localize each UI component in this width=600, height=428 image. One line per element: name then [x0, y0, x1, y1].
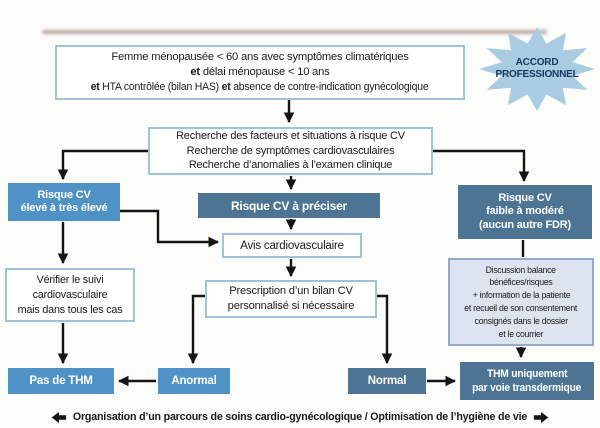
search-line-1: Recherche des facteurs et situations à risque CV	[176, 130, 405, 143]
search-line-3: Recherche d’anomalies à l’examen clinique	[188, 159, 393, 172]
discussion-line-4: et recueil de son consentement	[464, 302, 578, 313]
badge-line-1: ACCORD	[515, 57, 559, 68]
benefit-risk-discussion-box	[448, 258, 594, 346]
normal-label: Normal	[367, 375, 407, 387]
no-mht-box	[8, 368, 114, 394]
left-arrow-icon	[52, 412, 67, 423]
discussion-line-5: consignés dans le dossier	[474, 314, 568, 326]
discussion-line-2: bénéfices/risques	[489, 276, 553, 288]
low-risk-box	[458, 185, 592, 239]
cardiovascular-opinion-box	[222, 233, 362, 258]
transdermal-mht-line-2: par voie transdermique	[472, 382, 582, 394]
criteria-line-3: et HTA contrôlée (bilan HAS) et absence de contre-indication gynécologique	[91, 81, 429, 93]
caption-text: Organisation d’un parcours de soins cardio-gynécologique / Optimisation de l’hygiène de vie	[72, 411, 528, 423]
search-line-2: Recherche de symptômes cardiovasculaires	[186, 144, 395, 157]
prescription-line-2: personnalisé si nécessaire	[227, 300, 355, 312]
no-mht-label: Pas de THM	[29, 375, 93, 387]
verify-line-3: mais dans tous les cas	[17, 303, 123, 316]
badge-line-2: PROFESSIONNEL	[495, 69, 579, 80]
discussion-line-6: et le courrier	[498, 327, 544, 339]
discussion-line-3: + information de la patiente	[472, 289, 570, 301]
prescription-line-1: Prescription d’un bilan CV	[229, 285, 353, 297]
normal-box	[348, 368, 426, 394]
high-risk-line-1: Risque CV	[37, 188, 91, 201]
bottom-caption	[9, 407, 591, 427]
criteria-line-1: Femme ménopausée < 60 ans avec symptômes climatériques	[111, 51, 409, 63]
cv-risk-search-box	[148, 127, 433, 175]
risk-to-clarify-box	[198, 193, 380, 218]
high-risk-line-2: élevé à très élevé	[20, 202, 108, 214]
criteria-line-2: et délai ménopause < 10 ans	[190, 66, 330, 78]
cv-checkup-prescription-box	[205, 280, 377, 318]
transdermal-mht-line-1: THM uniquement	[486, 367, 568, 380]
verify-followup-box	[5, 268, 135, 322]
low-risk-line-2: faible à modéré	[486, 205, 564, 218]
verify-line-2: cardiovasculaire	[32, 288, 108, 301]
abnormal-label: Anormal	[171, 375, 217, 387]
professional-agreement-badge	[478, 26, 596, 112]
inclusion-criteria-box	[55, 45, 465, 100]
badge-label	[478, 26, 596, 112]
low-risk-line-3: (aucun autre FDR)	[479, 218, 571, 231]
high-risk-box	[8, 183, 120, 221]
risk-to-clarify-label: Risque CV à préciser	[230, 198, 348, 213]
verify-line-1: Vérifier le suivi	[36, 273, 104, 286]
discussion-line-1: Discussion balance	[485, 263, 557, 275]
low-risk-line-1: Risque CV	[498, 191, 552, 204]
abnormal-box	[158, 368, 230, 394]
right-arrow-icon	[534, 412, 549, 423]
transdermal-mht-box	[460, 362, 594, 400]
cardiovascular-opinion-label: Avis cardiovasculaire	[240, 239, 344, 252]
